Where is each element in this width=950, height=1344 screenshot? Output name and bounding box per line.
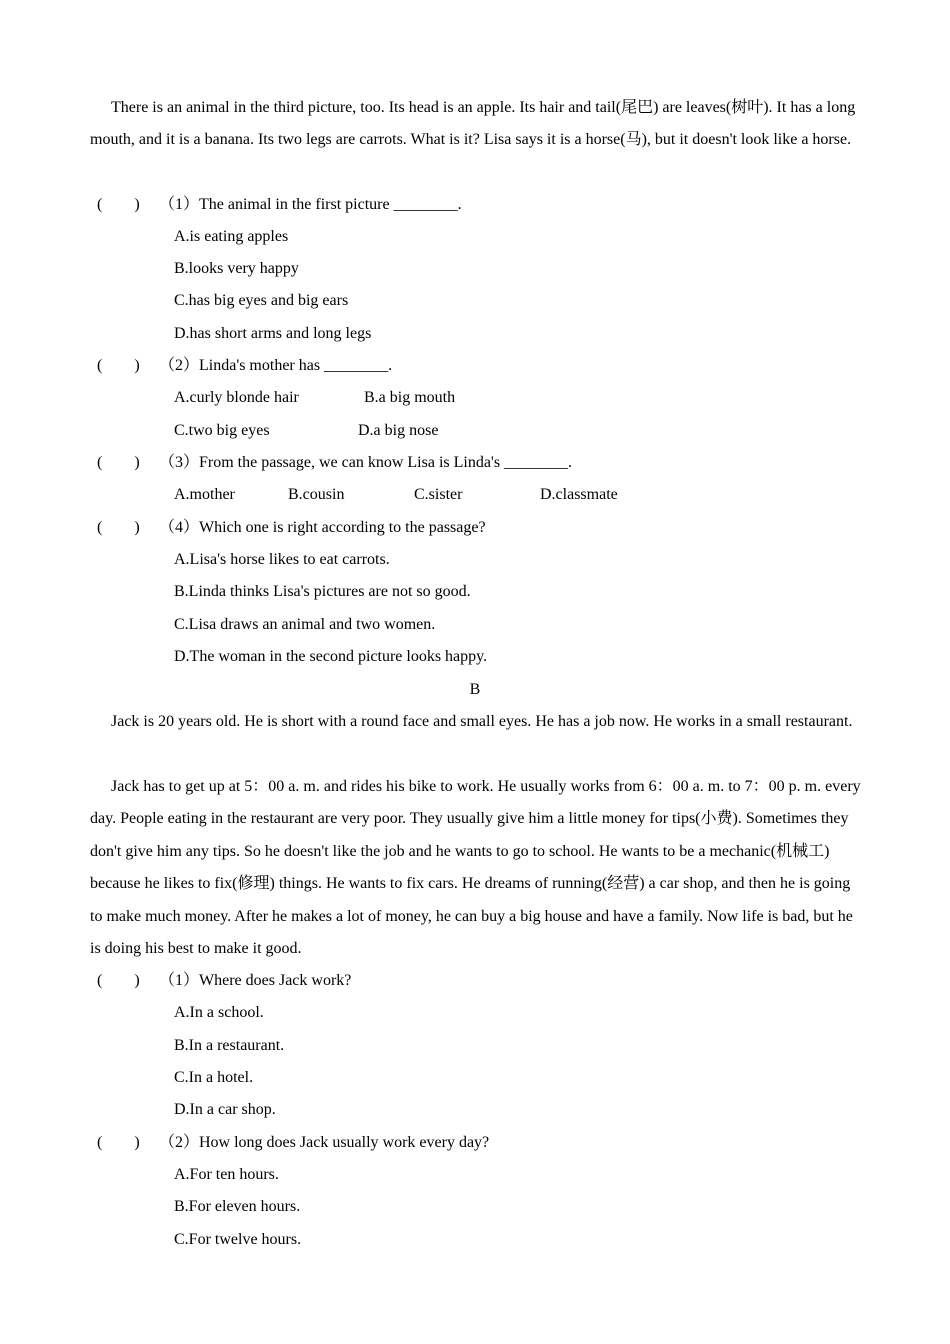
option-a4-c: C.Lisa draws an animal and two women. xyxy=(174,616,436,633)
option-a2-b: B.a big mouth xyxy=(364,389,456,406)
option-b2-c: C.For twelve hours. xyxy=(174,1231,302,1248)
option-b2-a: A.For ten hours. xyxy=(174,1166,279,1183)
option-a1-b: B.looks very happy xyxy=(174,260,299,277)
option-a3-d: D.classmate xyxy=(540,486,618,503)
question-stem: （2）How long does Jack usually work every day? xyxy=(159,1134,490,1151)
question-stem: （3）From the passage, we can know Lisa is Linda's ________. xyxy=(159,454,573,471)
option-a1-a: A.is eating apples xyxy=(174,228,289,245)
question-stem: （4）Which one is right according to the passage? xyxy=(159,519,486,536)
question-a4 xyxy=(97,518,486,538)
question-a2 xyxy=(97,356,392,376)
section-b-heading: B xyxy=(469,681,481,698)
option-a4-d: D.The woman in the second picture looks happy. xyxy=(174,648,488,665)
option-b1-d: D.In a car shop. xyxy=(174,1101,276,1118)
answer-bracket[interactable]: ( ) xyxy=(97,454,140,471)
option-b1-a: A.In a school. xyxy=(174,1004,264,1021)
passage-a-paragraph: There is an animal in the third picture, too. Its head is an apple. Its hair and tail(尾巴) are leaves(树叶). It has a long mouth, and it is a banana. Its two legs are carrots. What is it? Lisa says it is a horse(马), but it doesn't look like a horse. xyxy=(90,99,856,149)
option-a2-d: D.a big nose xyxy=(358,422,439,439)
option-b1-c: C.In a hotel. xyxy=(174,1069,254,1086)
answer-bracket[interactable]: ( ) xyxy=(97,519,140,536)
passage-b-paragraph-1: Jack is 20 years old. He is short with a round face and small eyes. He has a job now. He works in a small restaurant. xyxy=(111,713,853,730)
option-a4-b: B.Linda thinks Lisa's pictures are not so good. xyxy=(174,583,471,600)
option-a3-c: C.sister xyxy=(414,486,463,503)
option-a1-c: C.has big eyes and big ears xyxy=(174,292,349,309)
answer-bracket[interactable]: ( ) xyxy=(97,1134,140,1151)
option-a3-a: A.mother xyxy=(174,486,235,503)
option-a2-a: A.curly blonde hair xyxy=(174,389,299,406)
question-a3 xyxy=(97,453,572,473)
question-stem: （1）The animal in the first picture ________. xyxy=(159,196,462,213)
question-b1 xyxy=(97,971,351,991)
option-b1-b: B.In a restaurant. xyxy=(174,1037,285,1054)
question-a1 xyxy=(97,195,462,215)
question-stem: （2）Linda's mother has ________. xyxy=(159,357,393,374)
answer-bracket[interactable]: ( ) xyxy=(97,972,140,989)
option-a1-d: D.has short arms and long legs xyxy=(174,325,372,342)
option-a3-b: B.cousin xyxy=(288,486,345,503)
answer-bracket[interactable]: ( ) xyxy=(97,196,140,213)
question-stem: （1）Where does Jack work? xyxy=(159,972,352,989)
option-b2-b: B.For eleven hours. xyxy=(174,1198,301,1215)
question-b2 xyxy=(97,1133,489,1153)
option-a2-c: C.two big eyes xyxy=(174,422,270,439)
option-a4-a: A.Lisa's horse likes to eat carrots. xyxy=(174,551,390,568)
passage-b-paragraph-2: Jack has to get up at 5：00 a. m. and rides his bike to work. He usually works from 6：00 a. m. to 7：00 p. m. every day. People eating in the restaurant are very poor. They usually give him a little money for tips(小费). Sometimes they don't give him any tips. So he doesn't like the job and he wants to go to school. He wants to be a mechanic(机械工) because he likes to fix(修理) things. He wants to fix cars. He dreams of running(经营) a car shop, and then he is going to make much money. After he makes a lot of money, he can buy a big house and have a family. Now life is bad, but he is doing his best to make it good. xyxy=(90,778,861,958)
answer-bracket[interactable]: ( ) xyxy=(97,357,140,374)
